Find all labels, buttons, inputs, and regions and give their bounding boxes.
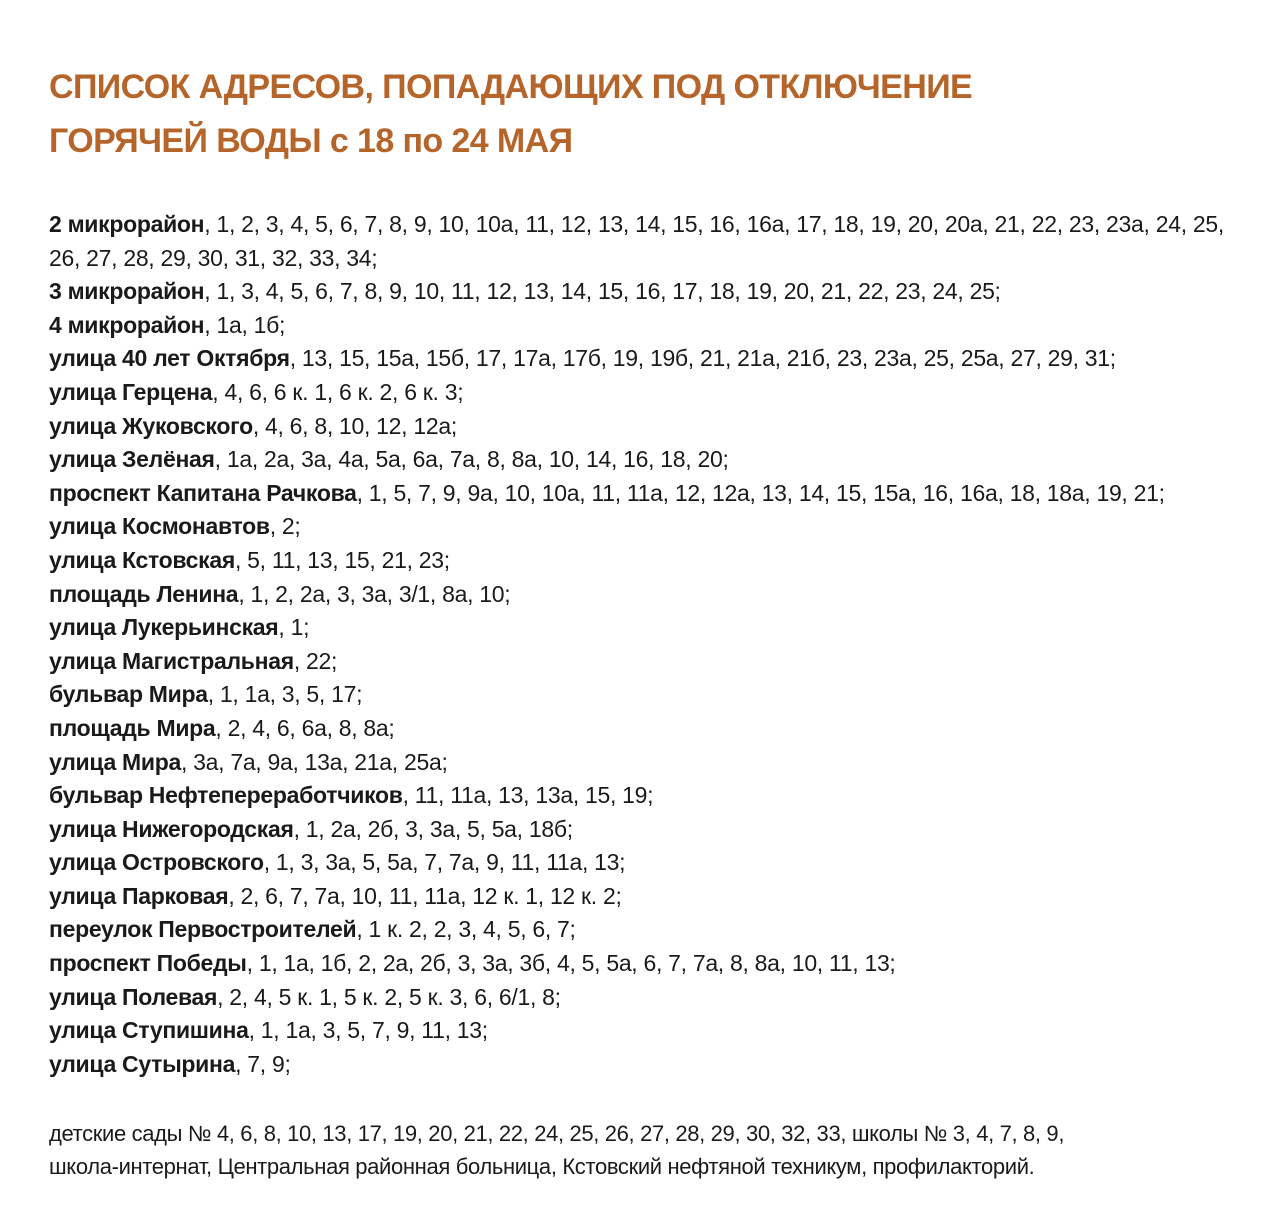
street-name: улица Островского	[49, 849, 264, 876]
address-entry	[49, 880, 1260, 914]
address-entry	[49, 611, 1260, 645]
house-numbers: , 22;	[293, 647, 338, 674]
house-numbers: , 1;	[278, 614, 310, 641]
street-name: проспект Капитана Рачкова	[49, 479, 357, 506]
address-entry	[49, 1048, 1260, 1082]
address-entry	[49, 813, 1260, 847]
street-name: улица Мира	[49, 748, 181, 775]
house-numbers: , 1, 1а, 3, 5, 17;	[207, 681, 363, 708]
street-name: улица Ступишина	[49, 1017, 249, 1044]
street-name: улица Жуковского	[49, 412, 253, 439]
street-name: 4 микрорайон	[49, 311, 205, 338]
house-numbers: , 5, 11, 13, 15, 21, 23;	[234, 546, 450, 573]
street-name: 3 микрорайон	[49, 278, 205, 305]
street-name: улица Лукерьинская	[49, 614, 279, 641]
house-numbers: , 4, 6, 6 к. 1, 6 к. 2, 6 к. 3;	[212, 378, 464, 405]
address-entry	[49, 913, 1260, 947]
street-name: улица Сутырина	[49, 1050, 236, 1077]
street-name: улица Герцена	[49, 378, 213, 405]
title-line-1: СПИСОК АДРЕСОВ, ПОПАДАЮЩИХ ПОД ОТКЛЮЧЕНИЕ	[49, 68, 973, 106]
street-name: переулок Первостроителей	[49, 916, 357, 943]
street-name: площадь Мира	[49, 714, 216, 741]
street-name: улица Кстовская	[49, 546, 235, 573]
address-entry	[49, 376, 1260, 410]
street-name: улица Зелёная	[49, 446, 215, 473]
house-numbers: , 1, 2, 3, 4, 5, 6, 7, 8, 9, 10, 10а, 11, 12, 13, 14, 15, 16, 16а, 17, 18, 19, 20, 20а, 21, 22, 23, 23а, 24, 25, 26, 27, 28, 29, 30, 31, 32, 33, 34;	[49, 211, 1224, 271]
house-numbers: , 4, 6, 8, 10, 12, 12а;	[252, 412, 457, 439]
address-entry	[49, 410, 1260, 444]
address-entry	[49, 578, 1260, 612]
address-entry	[49, 712, 1260, 746]
street-name: улица Космонавтов	[49, 513, 270, 540]
street-name: бульвар Нефтепереработчиков	[49, 782, 403, 809]
house-numbers: , 11, 11а, 13, 13а, 15, 19;	[402, 782, 654, 809]
street-name: улица Магистральная	[49, 647, 294, 674]
house-numbers: , 1, 3, 4, 5, 6, 7, 8, 9, 10, 11, 12, 13, 14, 15, 16, 17, 18, 19, 20, 21, 22, 23, 24, 25;	[204, 278, 1001, 305]
house-numbers: , 13, 15, 15а, 15б, 17, 17а, 17б, 19, 19б, 21, 21а, 21б, 23, 23а, 25, 25а, 27, 29, 31;	[289, 345, 1116, 372]
house-numbers: , 1, 2а, 2б, 3, 3а, 5, 5а, 18б;	[293, 815, 573, 842]
house-numbers: , 1, 5, 7, 9, 9а, 10, 10а, 11, 11а, 12, 12а, 13, 14, 15, 15а, 16, 16а, 18, 18а, 19, 21;	[356, 479, 1165, 506]
house-numbers: , 2;	[269, 513, 301, 540]
street-name: площадь Ленина	[49, 580, 239, 607]
house-numbers: , 1, 2, 2а, 3, 3а, 3/1, 8а, 10;	[238, 580, 511, 607]
address-entry	[49, 544, 1260, 578]
address-entry	[49, 208, 1260, 275]
street-name: улица Парковая	[49, 882, 229, 909]
street-name: улица Полевая	[49, 983, 218, 1010]
address-entry	[49, 342, 1260, 376]
address-entry	[49, 275, 1260, 309]
address-list	[49, 208, 1260, 1081]
address-entry	[49, 678, 1260, 712]
address-entry	[49, 947, 1260, 981]
house-numbers: , 2, 6, 7, 7а, 10, 11, 11а, 12 к. 1, 12 к. 2;	[228, 882, 622, 909]
house-numbers: , 7, 9;	[235, 1050, 291, 1077]
address-entry	[49, 309, 1260, 343]
address-entry	[49, 1014, 1260, 1048]
street-name: улица Нижегородская	[49, 815, 294, 842]
street-name: проспект Победы	[49, 950, 247, 977]
footer-note	[49, 1117, 1260, 1183]
house-numbers: , 2, 4, 6, 6а, 8, 8а;	[215, 714, 395, 741]
house-numbers: , 1, 1а, 1б, 2, 2а, 2б, 3, 3а, 3б, 4, 5, 5а, 6, 7, 7а, 8, 8а, 10, 11, 13;	[246, 950, 896, 977]
street-name: 2 микрорайон	[49, 211, 205, 237]
address-entry	[49, 510, 1260, 544]
page-title	[49, 60, 1260, 168]
street-name: бульвар Мира	[49, 681, 208, 708]
house-numbers: , 1а, 2а, 3а, 4а, 5а, 6а, 7а, 8, 8а, 10, 14, 16, 18, 20;	[214, 446, 729, 473]
footer-line-2: школа-интернат, Центральная районная больница, Кстовский нефтяной техникум, профилакторий.	[49, 1154, 1035, 1180]
footer-line-1: детские сады № 4, 6, 8, 10, 13, 17, 19, 20, 21, 22, 24, 25, 26, 27, 28, 29, 30, 32, 33, школы № 3, 4, 7, 8, 9,	[49, 1121, 1065, 1147]
house-numbers: , 2, 4, 5 к. 1, 5 к. 2, 5 к. 3, 6, 6/1, 8;	[217, 983, 561, 1010]
title-line-2: ГОРЯЧЕЙ ВОДЫ с 18 по 24 МАЯ	[49, 122, 573, 160]
house-numbers: , 1а, 1б;	[204, 311, 286, 338]
house-numbers: , 1, 1а, 3, 5, 7, 9, 11, 13;	[248, 1017, 488, 1044]
house-numbers: , 1 к. 2, 2, 3, 4, 5, 6, 7;	[356, 916, 576, 943]
street-name: улица 40 лет Октября	[49, 345, 290, 372]
address-entry	[49, 779, 1260, 813]
address-entry	[49, 477, 1260, 511]
address-entry	[49, 846, 1260, 880]
address-entry	[49, 443, 1260, 477]
address-entry	[49, 645, 1260, 679]
address-entry	[49, 981, 1260, 1015]
house-numbers: , 1, 3, 3а, 5, 5а, 7, 7а, 9, 11, 11а, 13;	[263, 849, 626, 876]
address-entry	[49, 746, 1260, 780]
house-numbers: , 3а, 7а, 9а, 13а, 21а, 25а;	[180, 748, 448, 775]
